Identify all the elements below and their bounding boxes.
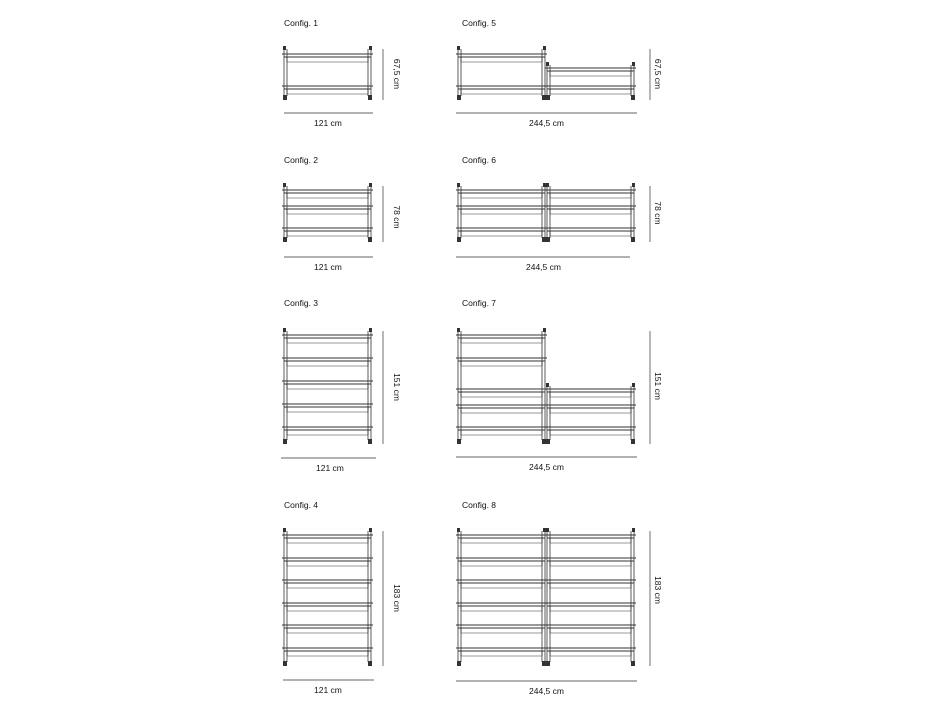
- post-cap: [543, 46, 546, 50]
- post-cap: [546, 528, 549, 532]
- config-1-height-label: 67,5 cm: [392, 58, 402, 90]
- config-2-width-label: 121 cm: [314, 262, 342, 272]
- post-foot: [631, 439, 635, 444]
- post-foot: [542, 661, 546, 666]
- config-5-unit-left: [456, 46, 547, 100]
- post-cap: [283, 46, 286, 50]
- config-7-unit-left: [456, 328, 547, 444]
- config-1-unit: [282, 46, 373, 100]
- post-foot: [546, 439, 550, 444]
- post-cap: [632, 528, 635, 532]
- post-foot: [546, 237, 550, 242]
- post-foot: [368, 237, 372, 242]
- post-cap: [369, 528, 372, 532]
- post-foot: [542, 439, 546, 444]
- post-cap: [632, 62, 635, 66]
- config-2-unit: [282, 183, 373, 242]
- post-foot: [542, 95, 546, 100]
- post-foot: [283, 95, 287, 100]
- post-cap: [369, 183, 372, 187]
- post-cap: [546, 62, 549, 66]
- config-6-unit-left: [456, 183, 547, 242]
- config-6-unit-right: [545, 183, 636, 242]
- post-cap: [457, 328, 460, 332]
- config-8-title: Config. 8: [462, 500, 497, 510]
- post-cap: [457, 183, 460, 187]
- post-cap: [546, 183, 549, 187]
- config-5-unit-right: [545, 62, 636, 100]
- config-2-title: Config. 2: [284, 155, 319, 165]
- post-foot: [457, 439, 461, 444]
- post-foot: [546, 95, 550, 100]
- config-8-unit-left: [456, 528, 547, 666]
- post-cap: [632, 183, 635, 187]
- config-8-width-label: 244,5 cm: [529, 686, 564, 696]
- post-cap: [283, 183, 286, 187]
- config-5-height-label: 67,5 cm: [653, 58, 663, 90]
- post-foot: [631, 661, 635, 666]
- config-8-unit-right: [545, 528, 636, 666]
- post-cap: [457, 46, 460, 50]
- post-foot: [457, 237, 461, 242]
- post-cap: [543, 528, 546, 532]
- post-cap: [543, 328, 546, 332]
- config-7-unit-right: [545, 383, 636, 444]
- config-4-width-label: 121 cm: [314, 685, 342, 695]
- config-8-height-label: 183 cm: [653, 576, 663, 604]
- post-foot: [457, 95, 461, 100]
- config-1-title: Config. 1: [284, 18, 319, 28]
- post-foot: [283, 439, 287, 444]
- config-3-height-label: 151 cm: [392, 373, 402, 401]
- config-3-unit: [282, 328, 373, 444]
- config-5-width-label: 244,5 cm: [529, 118, 564, 128]
- config-4-unit: [282, 528, 373, 666]
- config-7-height-label: 151 cm: [653, 372, 663, 400]
- config-1-width-label: 121 cm: [314, 118, 342, 128]
- post-foot: [368, 95, 372, 100]
- config-7-title: Config. 7: [462, 298, 497, 308]
- post-foot: [283, 237, 287, 242]
- config-4-title: Config. 4: [284, 500, 319, 510]
- config-5-title: Config. 5: [462, 18, 497, 28]
- config-6-width-label: 244,5 cm: [526, 262, 561, 272]
- config-2-height-label: 78 cm: [392, 205, 402, 229]
- post-cap: [283, 328, 286, 332]
- config-4-height-label: 183 cm: [392, 584, 402, 612]
- post-foot: [283, 661, 287, 666]
- config-6-title: Config. 6: [462, 155, 497, 165]
- post-cap: [546, 383, 549, 387]
- post-foot: [546, 661, 550, 666]
- post-foot: [368, 439, 372, 444]
- config-3-title: Config. 3: [284, 298, 319, 308]
- config-3-width-label: 121 cm: [316, 463, 344, 473]
- post-cap: [457, 528, 460, 532]
- post-cap: [283, 528, 286, 532]
- config-6-height-label: 78 cm: [653, 201, 663, 225]
- post-cap: [543, 183, 546, 187]
- post-foot: [368, 661, 372, 666]
- post-foot: [542, 237, 546, 242]
- post-foot: [457, 661, 461, 666]
- post-foot: [631, 237, 635, 242]
- post-cap: [369, 328, 372, 332]
- post-cap: [369, 46, 372, 50]
- config-7-width-label: 244,5 cm: [529, 462, 564, 472]
- post-foot: [631, 95, 635, 100]
- post-cap: [632, 383, 635, 387]
